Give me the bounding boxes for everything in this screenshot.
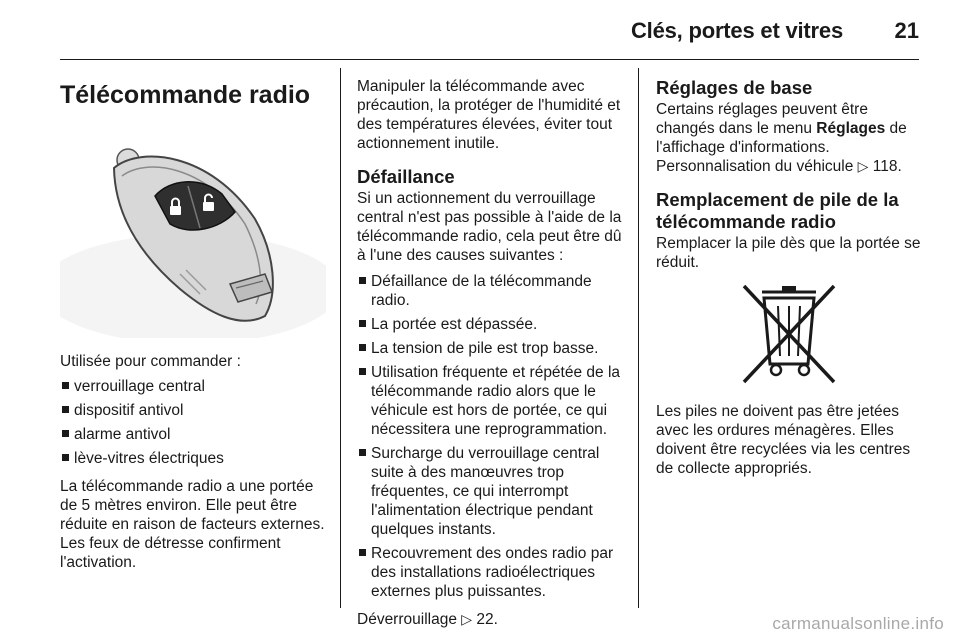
page-ref-link[interactable]: 22. [476,611,498,628]
usage-list [60,377,326,468]
unlock-reference: Déverrouillage ▷ 22. [357,611,498,628]
battery-paragraph: Remplacer la pile dès que la portée se réduit. [656,235,921,271]
range-paragraph: La télécommande radio a une portée de 5 mètres environ. Elle peut être réduite en raison de facteurs externes. Les feux de détresse confirment l'activation. [60,478,325,571]
bullet-square-icon [359,368,366,375]
bullet-square-icon [359,449,366,456]
bullet-square-icon [62,454,69,461]
disposal-paragraph: Les piles ne doivent pas être jetées avec les ordures ménagères. Elles doivent être recyclées via les centres de collecte appropriés. [656,403,911,477]
basic-settings-heading: Réglages de base [656,77,813,98]
failure-heading: Défaillance [357,166,455,187]
bullet-square-icon [359,277,366,284]
list-item: Recouvrement des ondes radio par des installations radioélectriques externes plus puissantes. [357,544,625,601]
key-fob-image [60,124,326,338]
bullet-square-icon [359,549,366,556]
list-item: alarme antivol [60,425,326,444]
watermark: carmanualsonline.info [772,614,944,633]
usage-intro: Utilisée pour commander : [60,353,241,370]
bullet-square-icon [62,382,69,389]
page-ref-arrow-icon: ▷ [857,158,869,174]
page-number: 21 [894,18,919,43]
bullet-square-icon [62,406,69,413]
column-1 [60,72,326,581]
list-item: La portée est dépassée. [357,315,625,334]
basic-settings-paragraph: Certains réglages peuvent être changés dans le menu Réglages de l'affichage d'informations. Personnalisation du véhicule ▷ 118. [656,101,907,175]
column-divider-1 [340,68,341,608]
section-title: Télécommande radio [60,81,311,109]
header-rule [60,59,919,60]
settings-menu-name: Réglages [816,120,886,137]
list-item: Surcharge du verrouillage central suite à des manœuvres trop fréquentes, ce qui interrompt l'alimentation électrique pendant quelques instants. [357,444,625,539]
bullet-square-icon [359,344,366,351]
page-header [0,0,960,62]
bullet-square-icon [62,430,69,437]
list-item: dispositif antivol [60,401,326,420]
causes-list [357,272,625,601]
column-3 [656,77,922,487]
list-item: La tension de pile est trop basse. [357,339,625,358]
column-divider-2 [638,68,639,608]
list-item: lève-vitres électriques [60,449,326,468]
handling-paragraph: Manipuler la télécommande avec précaution, la protéger de l'humidité et des températures élevées, éviter tout actionnement inutile. [357,78,621,152]
failure-intro: Si un actionnement du verrouillage central n'est pas possible à l'aide de la télécommande radio, cela peut être dû à l'une des causes suivantes : [357,190,622,264]
battery-heading: Remplacement de pile de la télécommande radio [656,189,899,232]
page-ref-link[interactable]: 118. [872,158,902,175]
chapter-title: Clés, portes et vitres [630,18,843,43]
column-2 [357,77,625,638]
bullet-square-icon [359,320,366,327]
list-item: Utilisation fréquente et répétée de la télécommande radio alors que le véhicule est hors de portée, ce qui nécessitera une reprogrammation. [357,363,625,439]
page-ref-arrow-icon: ▷ [461,611,473,627]
list-item: Défaillance de la télécommande radio. [357,272,625,310]
list-item: verrouillage central [60,377,326,396]
crossed-out-bin-icon [734,282,844,386]
